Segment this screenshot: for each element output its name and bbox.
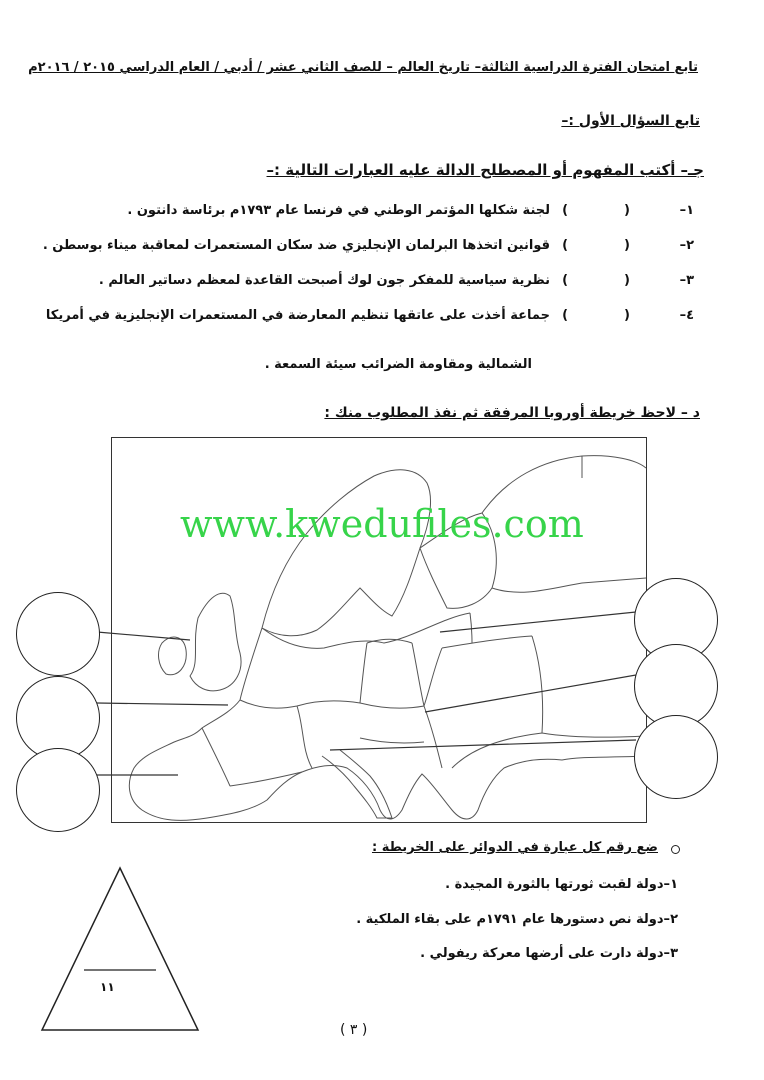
item-number: ٤–	[679, 308, 694, 323]
answer-blank[interactable]: ()	[562, 238, 630, 253]
item-text: قوانين اتخذها البرلمان الإنجليزي ضد سكان المستعمرات لمعاقبة ميناء بوسطن .	[42, 238, 550, 253]
page-number: ( ٣ )	[340, 1022, 368, 1038]
term-item-4-continuation: الشمالية ومقاومة الضرائب سيئة السمعة .	[264, 357, 532, 372]
item-number: ٣–	[679, 273, 694, 288]
answer-circle-left-3[interactable]	[16, 748, 100, 832]
exam-header: تابع امتحان الفترة الدراسية الثالثة– تاريخ العالم – للصف الثاني عشر / أدبي / العام الدراسي ٢٠١٥ / ٢٠١٦م	[28, 60, 698, 75]
answer-circle-right-3[interactable]	[634, 715, 718, 799]
pointer-line-left-1	[97, 632, 190, 640]
pointer-line-right-3	[330, 740, 636, 750]
pointer-line-right-1	[440, 612, 636, 632]
part-d-title: د – لاحظ خريطة أوروبا المرفقة ثم نفذ المطلوب منك :	[324, 405, 700, 421]
answer-blank[interactable]: ()	[562, 203, 630, 218]
map-instruction: ضع رقم كل عبارة في الدوائر على الخريطة :	[371, 840, 658, 855]
item-text: لجنة شكلها المؤتمر الوطني في فرنسا عام ١٧٩٣م برئاسة دانتون .	[127, 203, 550, 218]
answer-blank[interactable]: ()	[562, 308, 630, 323]
answer-blank[interactable]: ()	[562, 273, 630, 288]
map-question-1: ١–دولة لقبت ثورتها بالثورة المجيدة .	[445, 877, 678, 892]
item-text: جماعة أخذت على عاتقها تنظيم المعارضة في المستعمرات الإنجليزية في أمريكا	[45, 308, 550, 323]
watermark: www.kwedufiles.com	[180, 502, 584, 546]
item-number: ١–	[679, 203, 694, 218]
question-title: تابع السؤال الأول :–	[561, 113, 700, 129]
score-max: ١١	[100, 980, 115, 994]
item-text: نظرية سياسية للمفكر جون لوك أصبحت القاعدة لمعظم دساتير العالم .	[98, 273, 550, 288]
answer-circle-left-1[interactable]	[16, 592, 100, 676]
pointer-line-right-2	[425, 675, 636, 712]
score-triangle	[40, 866, 200, 1032]
item-number: ٢–	[679, 238, 694, 253]
map-question-3: ٣–دولة دارت على أرضها معركة ريفولي .	[420, 946, 678, 961]
part-c-title: جـ– أكتب المفهوم أو المصطلح الدالة عليه العبارات التالية :–	[266, 161, 704, 179]
pointer-line-left-2	[97, 703, 228, 705]
bullet-icon	[671, 845, 680, 854]
map-question-2: ٢–دولة نص دستورها عام ١٧٩١م على بقاء الملكية .	[356, 912, 678, 927]
